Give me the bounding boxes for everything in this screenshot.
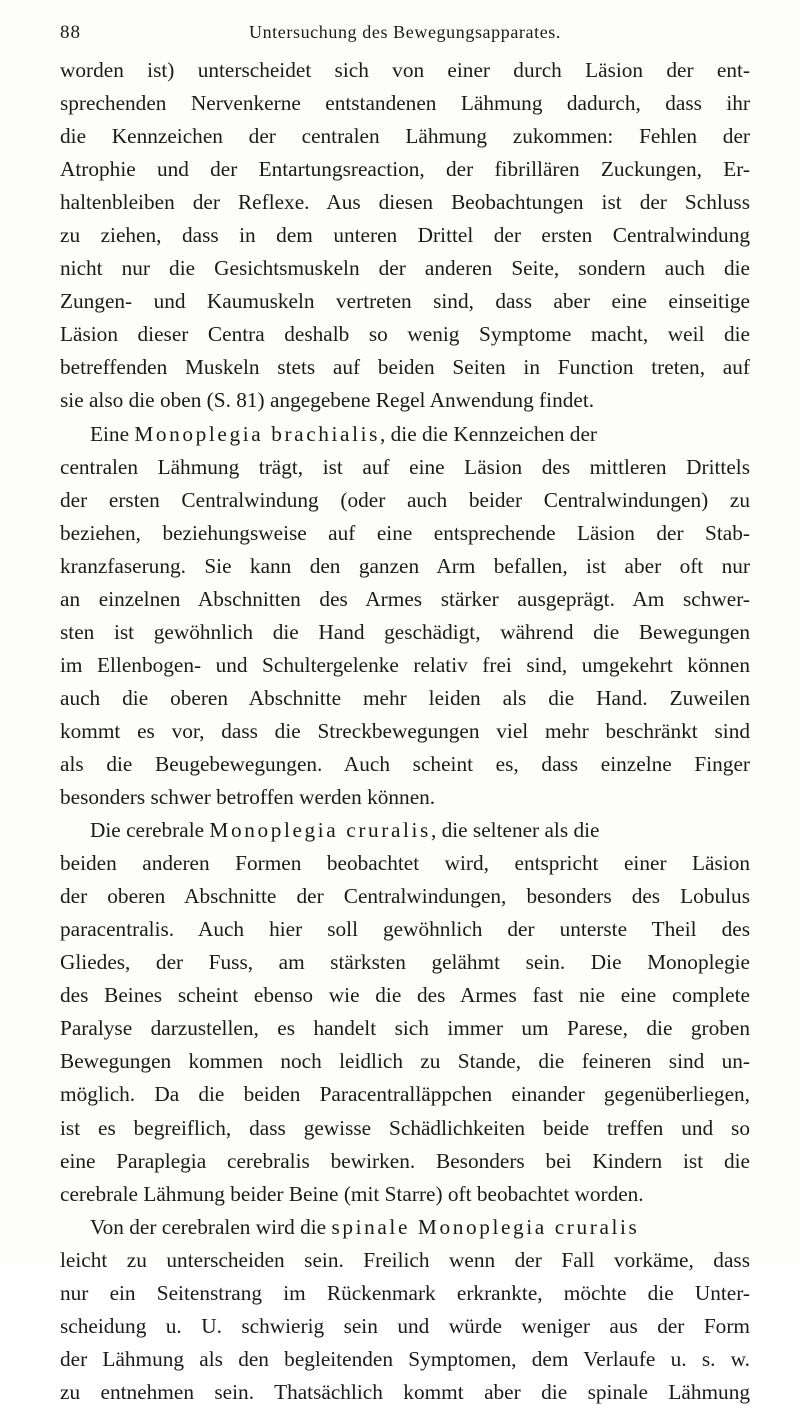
text-line: der Lähmung als den begleitenden Symptomen, dem Verlaufe u. s. w. <box>60 1346 750 1371</box>
text-line: im Ellenbogen- und Schultergelenke relativ frei sind, umgekehrt können <box>60 652 750 677</box>
text-line: zu entnehmen sein. Thatsächlich kommt aber die spinale Lähmung <box>60 1379 750 1404</box>
text-line: Paralyse darzustellen, es handelt sich immer um Parese, die groben <box>60 1016 750 1041</box>
text-line: eine Paraplegia cerebralis bewirken. Besonders bei Kindern ist die <box>60 1148 750 1173</box>
text-line <box>60 814 750 847</box>
text-line: haltenbleiben der Reflexe. Aus diesen Beobachtungen ist der Schluss <box>60 190 750 215</box>
body-text <box>60 54 750 1409</box>
text-line: scheidung u. U. schwierig sein und würde weniger aus der Form <box>60 1313 750 1338</box>
text-line: Läsion dieser Centra deshalb so wenig Symptome macht, weil die <box>60 322 750 347</box>
text-line: nur ein Seitenstrang im Rückenmark erkrankte, möchte die Unter- <box>60 1280 750 1305</box>
text-line: beiden anderen Formen beobachtet wird, entspricht einer Läsion <box>60 851 750 876</box>
text-line: Zungen- und Kaumuskeln vertreten sind, dass aber eine einseitige <box>60 289 750 314</box>
text-line: auch die oberen Abschnitte mehr leiden als die Hand. Zuweilen <box>60 685 750 710</box>
spaced-term: Monoplegia brachialis <box>134 421 380 446</box>
text-line: beziehen, beziehungsweise auf eine entsprechende Läsion der Stab- <box>60 520 750 545</box>
text-run: Von der cerebralen wird die <box>90 1214 332 1239</box>
text-run: Eine <box>90 421 135 446</box>
text-line: des Beines scheint ebenso wie die des Armes fast nie eine complete <box>60 983 750 1008</box>
text-line: an einzelnen Abschnitten des Armes stärker ausgeprägt. Am schwer- <box>60 586 750 611</box>
text-line: centralen Lähmung trägt, ist auf eine Läsion des mittleren Drittels <box>60 454 750 479</box>
text-line: Atrophie und der Entartungsreaction, der fibrillären Zuckungen, Er- <box>60 157 750 182</box>
text-line: als die Beugebewegungen. Auch scheint es, dass einzelne Finger <box>60 751 750 776</box>
text-line: der ersten Centralwindung (oder auch beider Centralwindungen) zu <box>60 487 750 512</box>
text-line: paracentralis. Auch hier soll gewöhnlich der unterste Theil des <box>60 917 750 942</box>
text-line: sprechenden Nervenkerne entstandenen Lähmung dadurch, dass ihr <box>60 91 750 116</box>
text-run: , die seltener als die <box>430 818 600 843</box>
text-line: worden ist) unterscheidet sich von einer durch Läsion der ent- <box>60 58 750 82</box>
text-line: kranzfaserung. Sie kann den ganzen Arm befallen, ist aber oft nur <box>60 553 750 578</box>
spaced-term: Monoplegia cruralis <box>209 818 431 843</box>
text-line: Bewegungen kommen noch leidlich zu Stande, die feineren sind un- <box>60 1049 750 1074</box>
page-header <box>60 22 750 52</box>
text-line <box>60 418 750 451</box>
page-number: 88 <box>60 22 81 43</box>
text-line: kommt es vor, dass die Streckbewegungen viel mehr beschränkt sind <box>60 718 750 743</box>
text-run: Die cerebrale <box>90 818 210 843</box>
text-line: betreffenden Muskeln stets auf beiden Seiten in Function treten, auf <box>60 355 750 380</box>
running-head: Untersuchung des Bewegungsapparates. <box>248 22 562 42</box>
text-run: , die die Kennzeichen der <box>380 421 598 446</box>
spaced-term: spinale Monoplegia cruralis <box>331 1214 640 1239</box>
text-line: der oberen Abschnitte der Centralwindungen, besonders des Lobulus <box>60 884 750 909</box>
text-line: nicht nur die Gesichtsmuskeln der anderen Seite, sondern auch die <box>60 256 750 281</box>
text-line: zu ziehen, dass in dem unteren Drittel der ersten Centralwindung <box>60 223 750 248</box>
text-line: ist es begreiflich, dass gewisse Schädlichkeiten beide treffen und so <box>60 1115 750 1140</box>
text-line: die Kennzeichen der centralen Lähmung zukommen: Fehlen der <box>60 124 750 149</box>
text-line: leicht zu unterscheiden sein. Freilich wenn der Fall vorkäme, dass <box>60 1247 750 1272</box>
text-line: sie also die oben (S. 81) angegebene Regel Anwendung findet. <box>60 388 595 413</box>
text-line: möglich. Da die beiden Paracentralläppchen einander gegenüberliegen, <box>60 1082 750 1107</box>
text-line <box>60 1211 750 1244</box>
text-line: cerebrale Lähmung beider Beine (mit Starre) oft beobachtet worden. <box>60 1181 644 1206</box>
text-line: Gliedes, der Fuss, am stärksten gelähmt sein. Die Monoplegie <box>60 950 750 975</box>
text-line: besonders schwer betroffen werden können. <box>60 785 436 810</box>
text-line: sten ist gewöhnlich die Hand geschädigt, während die Bewegungen <box>60 619 750 644</box>
